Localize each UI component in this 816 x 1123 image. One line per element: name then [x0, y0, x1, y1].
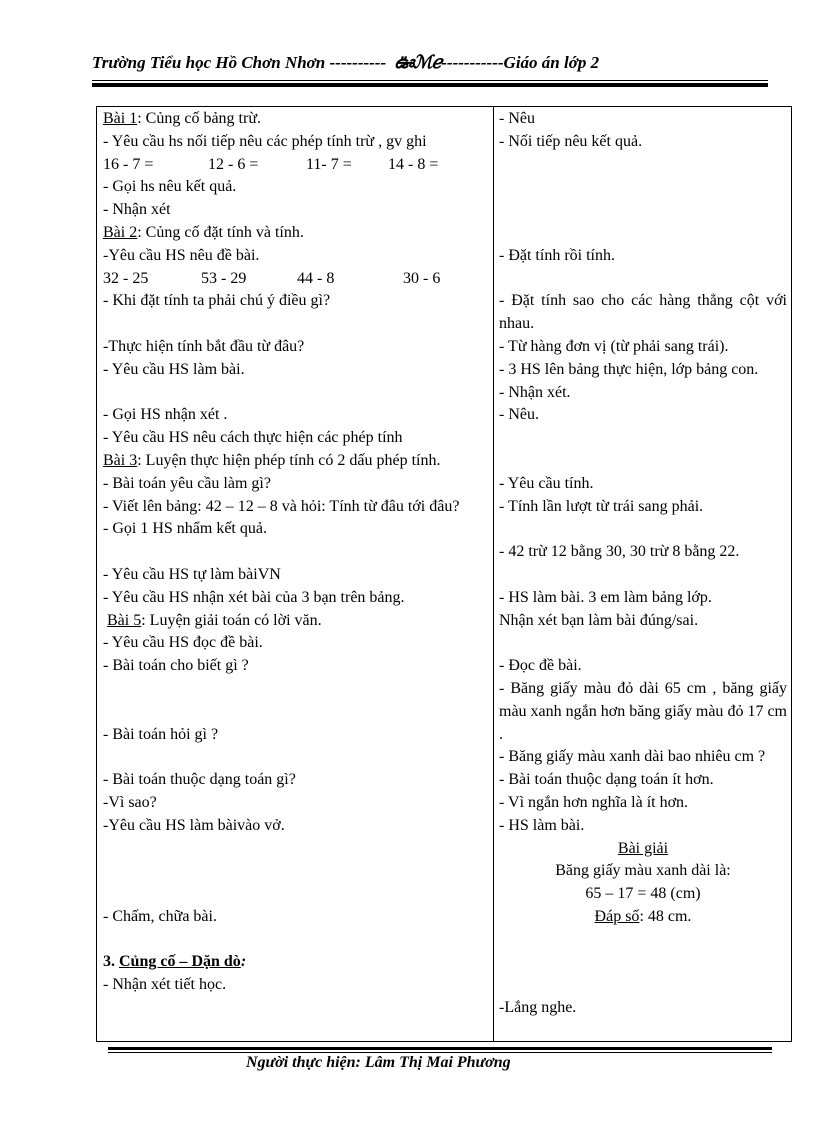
left-line: -Yêu cầu HS làm bàivào vở.: [103, 816, 285, 834]
bai3-heading: Bài 3: Luyện thực hiện phép tính có 2 dấu phép tính.: [103, 451, 441, 469]
solution-title: Bài giải: [617, 839, 669, 857]
right-line: - Vì ngắn hơn nghĩa là ít hơn.: [499, 793, 689, 811]
left-line: - Yêu cầu HS nêu cách thực hiện các phép tính: [103, 429, 403, 447]
calc-row-1: 16 - 7 = 12 - 6 = 11- 7 = 14 - 8 =: [103, 155, 439, 173]
left-line: - Gọi HS nhận xét .: [103, 406, 228, 424]
calc-row-2: 32 - 25 53 - 29 44 - 8 30 - 6: [103, 269, 441, 287]
left-line: - Yêu cầu HS đọc đề bài.: [103, 634, 263, 652]
right-line: - Nhận xét.: [499, 383, 571, 401]
solution-line: 65 – 17 = 48 (cm): [585, 885, 701, 903]
right-line: - Bài toán thuộc dạng toán ít hơn.: [499, 771, 714, 789]
footer-rule-thick: [108, 1047, 772, 1050]
page-header: [92, 52, 599, 77]
left-line: - Nhận xét: [103, 201, 171, 219]
left-line: - Yêu cầu HS nhận xét bài của 3 bạn trên bảng.: [103, 588, 405, 606]
right-line: - Nêu.: [499, 406, 539, 424]
left-line: - Viết lên bảng: 42 – 12 – 8 và hỏi: Tính từ đâu tới đâu?: [103, 497, 460, 515]
header-logo: ఊℳℯ: [394, 52, 442, 72]
header-dashes-right: -----------: [441, 53, 504, 72]
right-line: - Băng giấy màu xanh dài bao nhiêu cm ?: [499, 748, 766, 766]
student-activities-column: [499, 108, 787, 1020]
school-name: Trường Tiểu học Hồ Chơn Nhơn: [92, 53, 326, 72]
left-line: - Nhận xét tiết học.: [103, 976, 227, 994]
right-line: -Lắng nghe.: [499, 999, 577, 1017]
header-rule-thin: [92, 80, 768, 81]
left-line: - Yêu cầu HS làm bài.: [103, 360, 245, 378]
left-line: - Yêu cầu HS tự làm bàiVN: [103, 565, 281, 583]
left-line: -Vì sao?: [103, 793, 157, 811]
left-line: -Thực hiện tính bắt đầu từ đâu?: [103, 337, 305, 355]
left-line: - Bài toán cho biết gì ?: [103, 657, 249, 675]
right-line: - Đặt tính sao cho các hàng thẳng cột với nhau.: [499, 292, 787, 333]
right-line: - 3 HS lên bảng thực hiện, lớp bảng con.: [499, 360, 759, 378]
bai2-heading: Bài 2: Củng cố đặt tính và tính.: [103, 223, 304, 241]
bai5-heading: Bài 5: Luyện giải toán có lời văn.: [107, 611, 322, 629]
footer-author: Người thực hiện: Lâm Thị Mai Phương: [246, 1054, 511, 1071]
header-dashes-left: ----------: [329, 53, 387, 72]
right-line: - Đọc đề bài.: [499, 657, 582, 675]
left-line: - Bài toán thuộc dạng toán gì?: [103, 771, 296, 789]
subject-title: Giáo án lớp 2: [503, 53, 600, 72]
solution-answer: Đáp số: 48 cm.: [594, 907, 692, 925]
bai1-heading: Bài 1: Củng cố bảng trừ.: [103, 110, 261, 127]
right-line: - Băng giấy màu đỏ dài 65 cm , băng giấy màu xanh ngắn hơn băng giấy màu đỏ 17 cm .: [499, 679, 787, 743]
left-line: - Gọi hs nêu kết quả.: [103, 178, 237, 196]
right-line: - Yêu cầu tính.: [499, 474, 594, 492]
header-rule-thick: [92, 83, 768, 87]
right-line: - 42 trừ 12 bằng 30, 30 trừ 8 bằng 22.: [499, 543, 740, 561]
right-line: - HS làm bài. 3 em làm bảng lớp.: [499, 588, 712, 606]
right-line: - Tính lần lượt từ trái sang phải.: [499, 497, 704, 515]
left-line: - Bài toán hỏi gì ?: [103, 725, 219, 743]
right-line: - Từ hàng đơn vị (từ phải sang trái).: [499, 337, 729, 355]
footer-rule-thin: [108, 1052, 772, 1053]
solution-line: Băng giấy màu xanh dài là:: [555, 862, 731, 880]
right-line: - Nối tiếp nêu kết quả.: [499, 132, 643, 150]
column-divider: [493, 106, 494, 1042]
left-line: - Khi đặt tính ta phải chú ý điều gì?: [103, 292, 331, 310]
right-line: - HS làm bài.: [499, 816, 585, 834]
right-line: - Nêu: [499, 110, 535, 127]
left-line: - Yêu cầu hs nối tiếp nêu các phép tính trừ , gv ghi: [103, 132, 427, 150]
left-line: -Yêu cầu HS nêu đề bài.: [103, 246, 260, 264]
left-line: - Gọi 1 HS nhẩm kết quả.: [103, 520, 267, 538]
right-line: - Đặt tính rồi tính.: [499, 246, 615, 264]
teacher-activities-column: [103, 108, 489, 997]
section3-heading: 3. Củng cố – Dặn dò:: [103, 953, 247, 971]
left-line: - Bài toán yêu cầu làm gì?: [103, 474, 271, 492]
right-line: Nhận xét bạn làm bài đúng/sai.: [499, 611, 699, 629]
left-line: - Chấm, chữa bài.: [103, 907, 217, 925]
